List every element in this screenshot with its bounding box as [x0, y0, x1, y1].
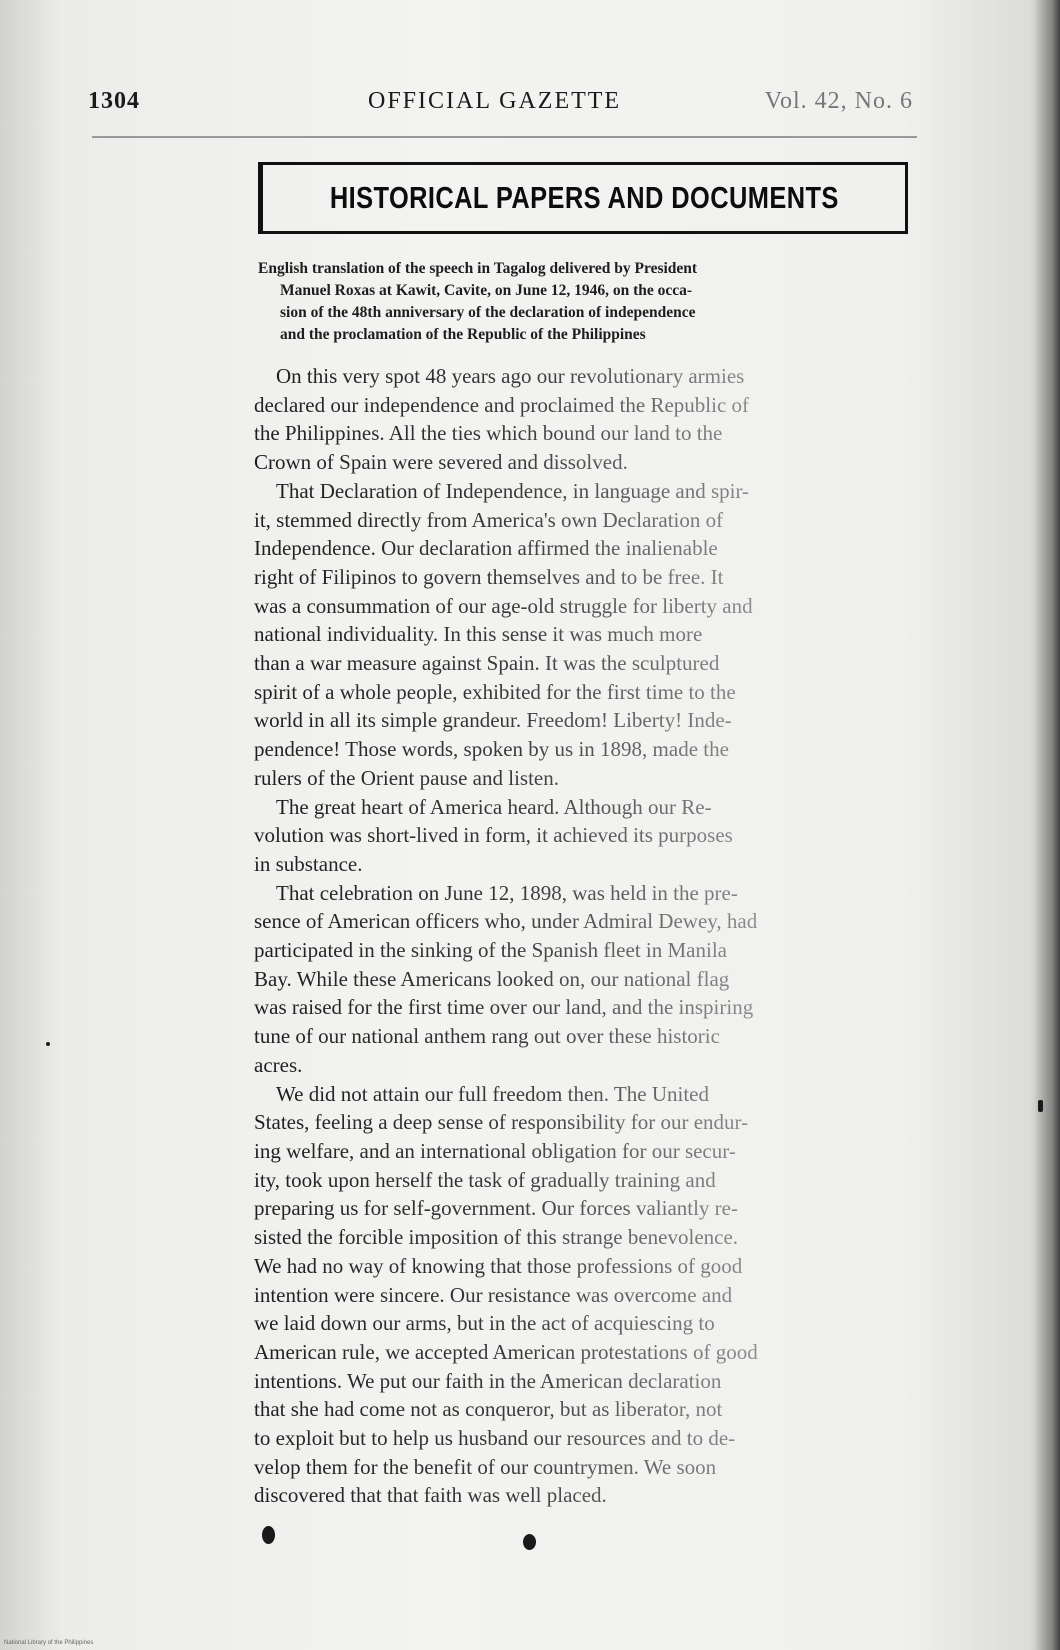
speech-paragraph [254, 477, 906, 793]
ink-blot [262, 1526, 275, 1544]
caption-line: and the proclamation of the Republic of the Philippines [280, 326, 646, 343]
running-header [88, 88, 913, 118]
paragraph-line: intention were sincere. Our resistance was overcome and [254, 1281, 906, 1310]
paragraph-line: we laid down our arms, but in the act of acquiescing to [254, 1309, 906, 1338]
paragraph-line: That Declaration of Independence, in language and spir- [276, 477, 906, 506]
paragraph-line: it, stemmed directly from America's own Declaration of [254, 506, 906, 535]
paragraph-line: volution was short-lived in form, it achieved its purposes [254, 821, 906, 850]
section-title-box [258, 162, 908, 234]
speech-caption [258, 258, 911, 346]
page-number: 1304 [88, 88, 140, 114]
paragraph-line: spirit of a whole people, exhibited for the first time to the [254, 678, 906, 707]
paragraph-line: right of Filipinos to govern themselves and to be free. It [254, 563, 906, 592]
ink-speck [46, 1042, 50, 1046]
scan-stamp: National Library of the Philippines [4, 1640, 94, 1646]
paragraph-line: was a consummation of our age-old struggle for liberty and [254, 592, 906, 621]
paragraph-line: Crown of Spain were severed and dissolved. [254, 448, 906, 477]
speech-paragraph [254, 362, 906, 477]
paragraph-line: rulers of the Orient pause and listen. [254, 764, 906, 793]
publication-title: OFFICIAL GAZETTE [368, 88, 622, 114]
header-rule [92, 136, 917, 138]
volume-number: Vol. 42, No. 6 [764, 88, 913, 114]
paragraph-line: Bay. While these Americans looked on, our national flag [254, 965, 906, 994]
paragraph-line: was raised for the first time over our land, and the inspiring [254, 993, 906, 1022]
paragraph-line: the Philippines. All the ties which bound our land to the [254, 419, 906, 448]
page-edge-shadow [1034, 0, 1060, 1650]
speech-paragraph [254, 1080, 906, 1511]
paragraph-line: We did not attain our full freedom then. The United [276, 1080, 906, 1109]
paragraph-line: ing welfare, and an international obligation for our secur- [254, 1137, 906, 1166]
paragraph-line: States, feeling a deep sense of responsibility for our endur- [254, 1108, 906, 1137]
ink-blot [523, 1534, 536, 1550]
caption-line: sion of the 48th anniversary of the declaration of independence [280, 304, 696, 321]
paragraph-line: declared our independence and proclaimed the Republic of [254, 391, 906, 420]
paragraph-line: in substance. [254, 850, 906, 879]
paragraph-line: On this very spot 48 years ago our revolutionary armies [276, 362, 906, 391]
paragraph-line: participated in the sinking of the Spanish fleet in Manila [254, 936, 906, 965]
paragraph-line: sence of American officers who, under Admiral Dewey, had [254, 907, 906, 936]
paragraph-line: than a war measure against Spain. It was the sculptured [254, 649, 906, 678]
speech-paragraph [254, 879, 906, 1080]
paragraph-line: tune of our national anthem rang out over these historic [254, 1022, 906, 1051]
paragraph-line: world in all its simple grandeur. Freedom! Liberty! Inde- [254, 706, 906, 735]
paragraph-line: discovered that that faith was well placed. [254, 1481, 906, 1510]
paragraph-line: national individuality. In this sense it was much more [254, 620, 906, 649]
section-title: HISTORICAL PAPERS AND DOCUMENTS [329, 180, 839, 215]
paragraph-line: The great heart of America heard. Although our Re- [276, 793, 906, 822]
paragraph-line: ity, took upon herself the task of gradually training and [254, 1166, 906, 1195]
paragraph-line: We had no way of knowing that those professions of good [254, 1252, 906, 1281]
paragraph-line: American rule, we accepted American protestations of good [254, 1338, 906, 1367]
paragraph-line: That celebration on June 12, 1898, was held in the pre- [276, 879, 906, 908]
paragraph-line: Independence. Our declaration affirmed the inalienable [254, 534, 906, 563]
speech-paragraph [254, 793, 906, 879]
paragraph-line: to exploit but to help us husband our resources and to de- [254, 1424, 906, 1453]
caption-line: English translation of the speech in Tagalog delivered by President [258, 260, 698, 277]
speech-body [254, 362, 906, 1510]
caption-line: Manuel Roxas at Kawit, Cavite, on June 12, 1946, on the occa- [280, 282, 693, 299]
paragraph-line: pendence! Those words, spoken by us in 1898, made the [254, 735, 906, 764]
paragraph-line: intentions. We put our faith in the American declaration [254, 1367, 906, 1396]
paragraph-line: velop them for the benefit of our countrymen. We soon [254, 1453, 906, 1482]
paragraph-line: sisted the forcible imposition of this strange benevolence. [254, 1223, 906, 1252]
ink-speck [1038, 1100, 1043, 1112]
paragraph-line: acres. [254, 1051, 906, 1080]
paragraph-line: preparing us for self-government. Our forces valiantly re- [254, 1194, 906, 1223]
paragraph-line: that she had come not as conqueror, but as liberator, not [254, 1395, 906, 1424]
